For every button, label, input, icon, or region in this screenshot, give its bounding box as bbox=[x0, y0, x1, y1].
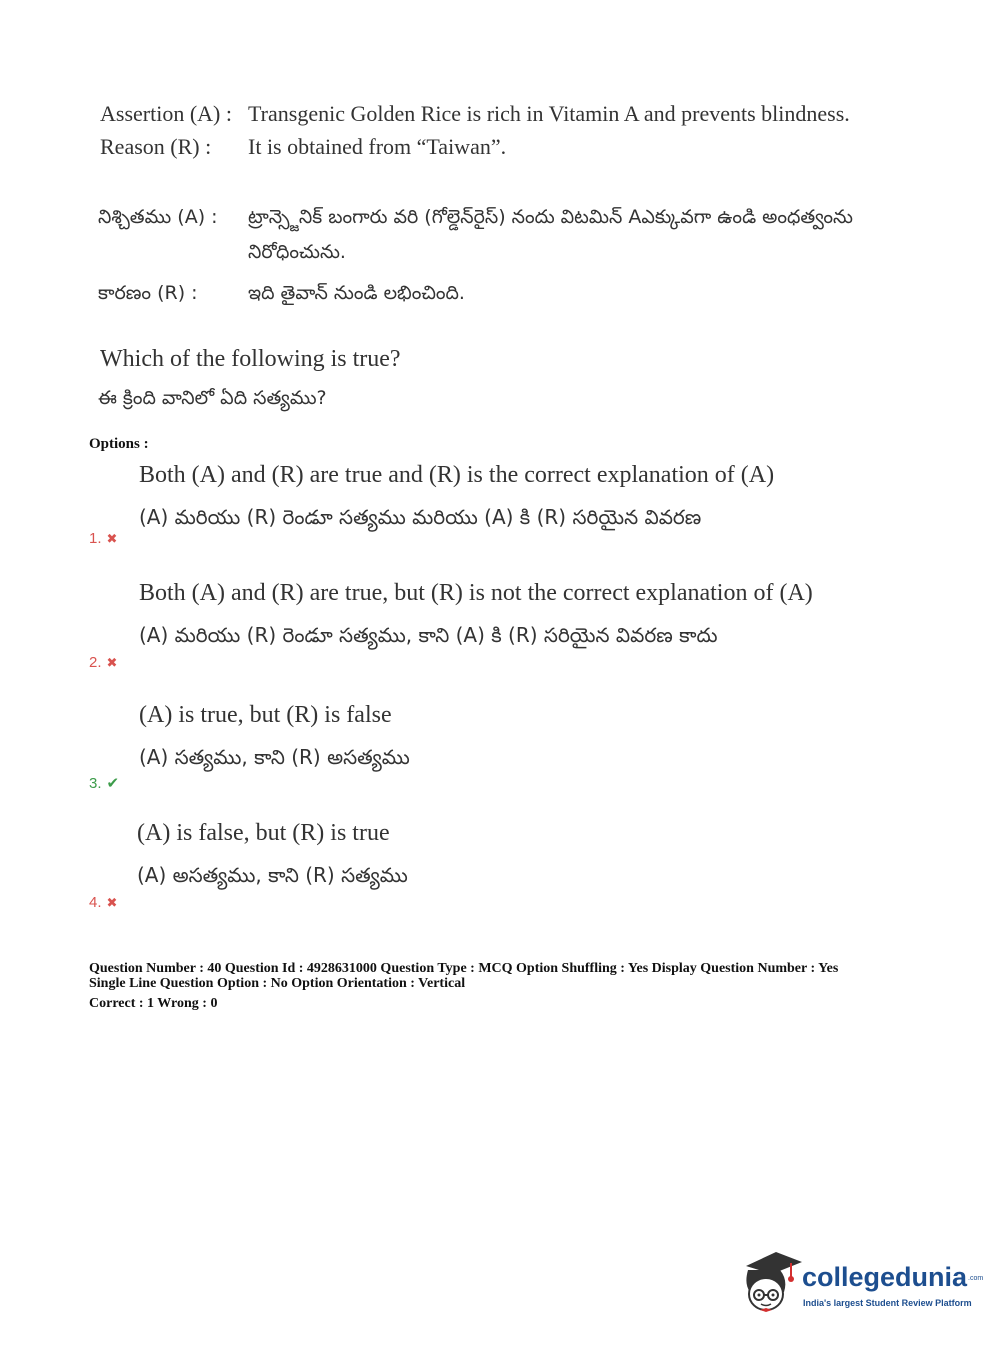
option-2[interactable] bbox=[88, 580, 828, 670]
assertion-text-te-line2: నిరోధించును. bbox=[248, 241, 346, 263]
assertion-label-te: నిశ్చితము (A) : bbox=[98, 206, 218, 228]
option-4-number bbox=[89, 894, 117, 911]
question-prompt: Which of the following is true? bbox=[100, 346, 401, 372]
option-1-text: Both (A) and (R) are true and (R) is the correct explanation of (A) bbox=[139, 462, 775, 488]
option-2-text-te: (A) మరియు (R) రెండూ సత్యము, కాని (A) కి (R) సరియైన వివరణ కాదు bbox=[139, 623, 718, 647]
option-3[interactable] bbox=[88, 702, 828, 792]
cross-icon: ✖ bbox=[106, 532, 118, 547]
option-number: 3. bbox=[89, 775, 102, 792]
mascot-icon bbox=[740, 1248, 802, 1314]
option-1[interactable] bbox=[88, 462, 828, 552]
check-icon: ✔ bbox=[106, 774, 120, 792]
logo-name: collegedunia bbox=[802, 1262, 968, 1292]
option-2-text: Both (A) and (R) are true, but (R) is not the correct explanation of (A) bbox=[139, 580, 813, 606]
cross-icon: ✖ bbox=[106, 896, 118, 911]
option-1-text-te: (A) మరియు (R) రెండూ సత్యము మరియు (A) కి (R) సరియైన వివరణ bbox=[139, 505, 702, 529]
correct-wrong-count: Correct : 1 Wrong : 0 bbox=[89, 996, 218, 1011]
reason-text-te: ఇది తైవాన్ నుండి లభించింది. bbox=[248, 282, 465, 304]
options-heading: Options : bbox=[89, 436, 149, 452]
assertion-text: Transgenic Golden Rice is rich in Vitamin A and prevents blindness. bbox=[248, 101, 850, 126]
logo-suffix: .com bbox=[968, 1275, 984, 1283]
option-number: 4. bbox=[89, 894, 102, 911]
logo-wordmark bbox=[802, 1262, 983, 1293]
assertion-label: Assertion (A) : bbox=[100, 101, 232, 126]
logo-tagline: India's largest Student Review Platform bbox=[803, 1298, 972, 1308]
option-3-number bbox=[89, 774, 119, 792]
option-4-text: (A) is false, but (R) is true bbox=[137, 820, 390, 846]
reason-label-te: కారణం (R) : bbox=[98, 282, 198, 304]
option-3-text: (A) is true, but (R) is false bbox=[139, 702, 392, 728]
reason-text: It is obtained from “Taiwan”. bbox=[248, 134, 507, 159]
question-meta-line1: Question Number : 40 Question Id : 4928631000 Question Type : MCQ Option Shuffling : Yes Display Question Number : Yes bbox=[89, 961, 839, 976]
option-4-text-te: (A) అసత్యము, కాని (R) సత్యము bbox=[137, 863, 408, 887]
question-prompt-te: ఈ క్రింది వానిలో ఏది సత్యము? bbox=[98, 387, 327, 409]
reason-label: Reason (R) : bbox=[100, 134, 212, 159]
question-meta-line2: Single Line Question Option : No Option Orientation : Vertical bbox=[89, 976, 466, 991]
option-3-text-te: (A) సత్యము, కాని (R) అసత్యము bbox=[139, 745, 410, 769]
option-number: 1. bbox=[89, 530, 102, 547]
assertion-text-te-line1: ట్రాన్స్జెనిక్ బంగారు వరి (గోల్డెన్‌రైస్) నందు విటమిన్ Aఎక్కువగా ఉండి అంధత్వంను bbox=[248, 206, 853, 228]
option-1-number bbox=[89, 530, 117, 547]
option-4[interactable] bbox=[88, 820, 828, 915]
collegedunia-logo bbox=[740, 1248, 984, 1318]
option-2-number bbox=[89, 654, 117, 671]
cross-icon: ✖ bbox=[106, 656, 118, 671]
option-number: 2. bbox=[89, 654, 102, 671]
